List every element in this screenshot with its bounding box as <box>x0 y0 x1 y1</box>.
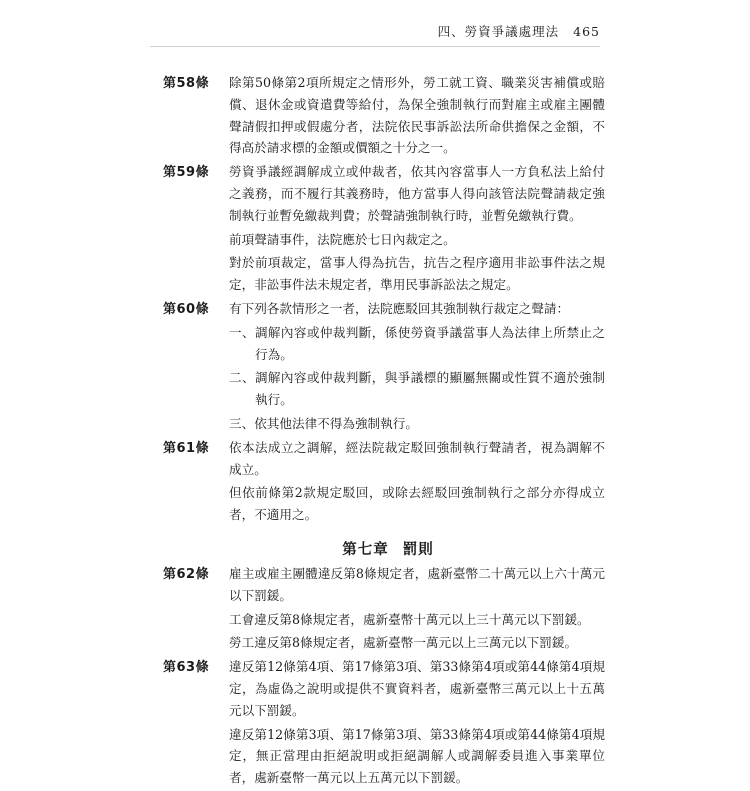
article-58 <box>0 72 750 159</box>
article-paragraph: 違反第12條第4項、第17條第3項、第33條第4項或第44條第4項規定，為虛偽之說明或提供不實資料者，處新臺幣三萬元以上十五萬元以下罰鍰。 <box>229 659 605 718</box>
article-62 <box>0 563 750 654</box>
header-rule <box>150 46 600 47</box>
article-paragraph: 除第50條第2項所規定之情形外，勞工就工資、職業災害補償或賠償、退休金或資遣費等給付，為保全強制執行而對雇主或雇主團體聲請假扣押或假處分者，法院依民事訴訟法所命供擔保之金額，不得高於請求標的金額或價額之十分之一。 <box>229 75 605 156</box>
article-list <box>0 72 750 791</box>
article-list-item: 二、調解內容或仲裁判斷，與爭議標的顯屬無關或性質不適於強制執行。 <box>229 370 605 408</box>
section-title: 四、勞資爭議處理法 <box>437 24 560 39</box>
article-paragraph: 依本法成立之調解，經法院裁定駁回強制執行聲請者，視為調解不成立。 <box>229 439 605 477</box>
chapter-title: 罰則 <box>402 541 434 558</box>
article-paragraph: 有下列各款情形之一者，法院應駁回其強制執行裁定之聲請： <box>229 300 570 316</box>
article-label: 第62條 <box>163 566 210 582</box>
article-label: 第63條 <box>163 660 210 676</box>
article-body <box>229 563 605 654</box>
article-label: 第61條 <box>163 440 210 456</box>
article-body <box>229 298 605 435</box>
article-63 <box>0 656 750 789</box>
article-paragraph: 雇主或雇主團體違反第8條規定者，處新臺幣二十萬元以上六十萬元以下罰鍰。 <box>229 565 605 603</box>
article-paragraph: 違反第12條第3項、第17條第3項、第33條第4項或第44條第4項規定，無正當理由拒絕說明或拒絕調解人或調解委員進入事業單位者，處新臺幣一萬元以上五萬元以下罰鍰。 <box>229 726 605 786</box>
chapter-number: 第七章 <box>342 541 389 558</box>
article-paragraph: 勞資爭議經調解成立或仲裁者，依其內容當事人一方負私法上給付之義務，而不履行其義務時，他方當事人得向該管法院聲請裁定強制執行並暫免繳裁判費；於聲請強制執行時，並暫免繳執行費。 <box>229 164 605 223</box>
article-body <box>229 437 605 526</box>
article-paragraph: 勞工違反第8條規定者，處新臺幣一萬元以上三萬元以下罰鍰。 <box>229 635 578 651</box>
running-header <box>438 22 600 40</box>
article-body <box>229 72 605 159</box>
article-paragraph: 但依前條第2款規定駁回，或除去經駁回強制執行之部分亦得成立者，不適用之。 <box>229 485 605 523</box>
article-61 <box>0 437 750 526</box>
article-body <box>229 656 605 789</box>
article-paragraph: 對於前項裁定，當事人得為抗告，抗告之程序適用非訟事件法之規定，非訟事件法未規定者，準用民事訴訟法之規定。 <box>229 255 605 293</box>
chapter-heading <box>0 538 750 559</box>
article-paragraph: 前項聲請事件，法院應於七日內裁定之。 <box>229 231 456 247</box>
article-60 <box>0 298 750 435</box>
article-label: 第58條 <box>163 76 210 91</box>
article-label: 第59條 <box>163 165 210 181</box>
article-list-item: 一、調解內容或仲裁判斷，係使勞資爭議當事人為法律上所禁止之行為。 <box>229 324 605 362</box>
article-paragraph: 工會違反第8條規定者，處新臺幣十萬元以上三十萬元以下罰鍰。 <box>229 611 590 627</box>
page-number: 465 <box>573 24 600 39</box>
article-59 <box>0 161 750 296</box>
article-list-item: 三、依其他法律不得為強制執行。 <box>229 415 418 431</box>
article-body <box>229 161 605 296</box>
article-label: 第60條 <box>163 301 210 317</box>
